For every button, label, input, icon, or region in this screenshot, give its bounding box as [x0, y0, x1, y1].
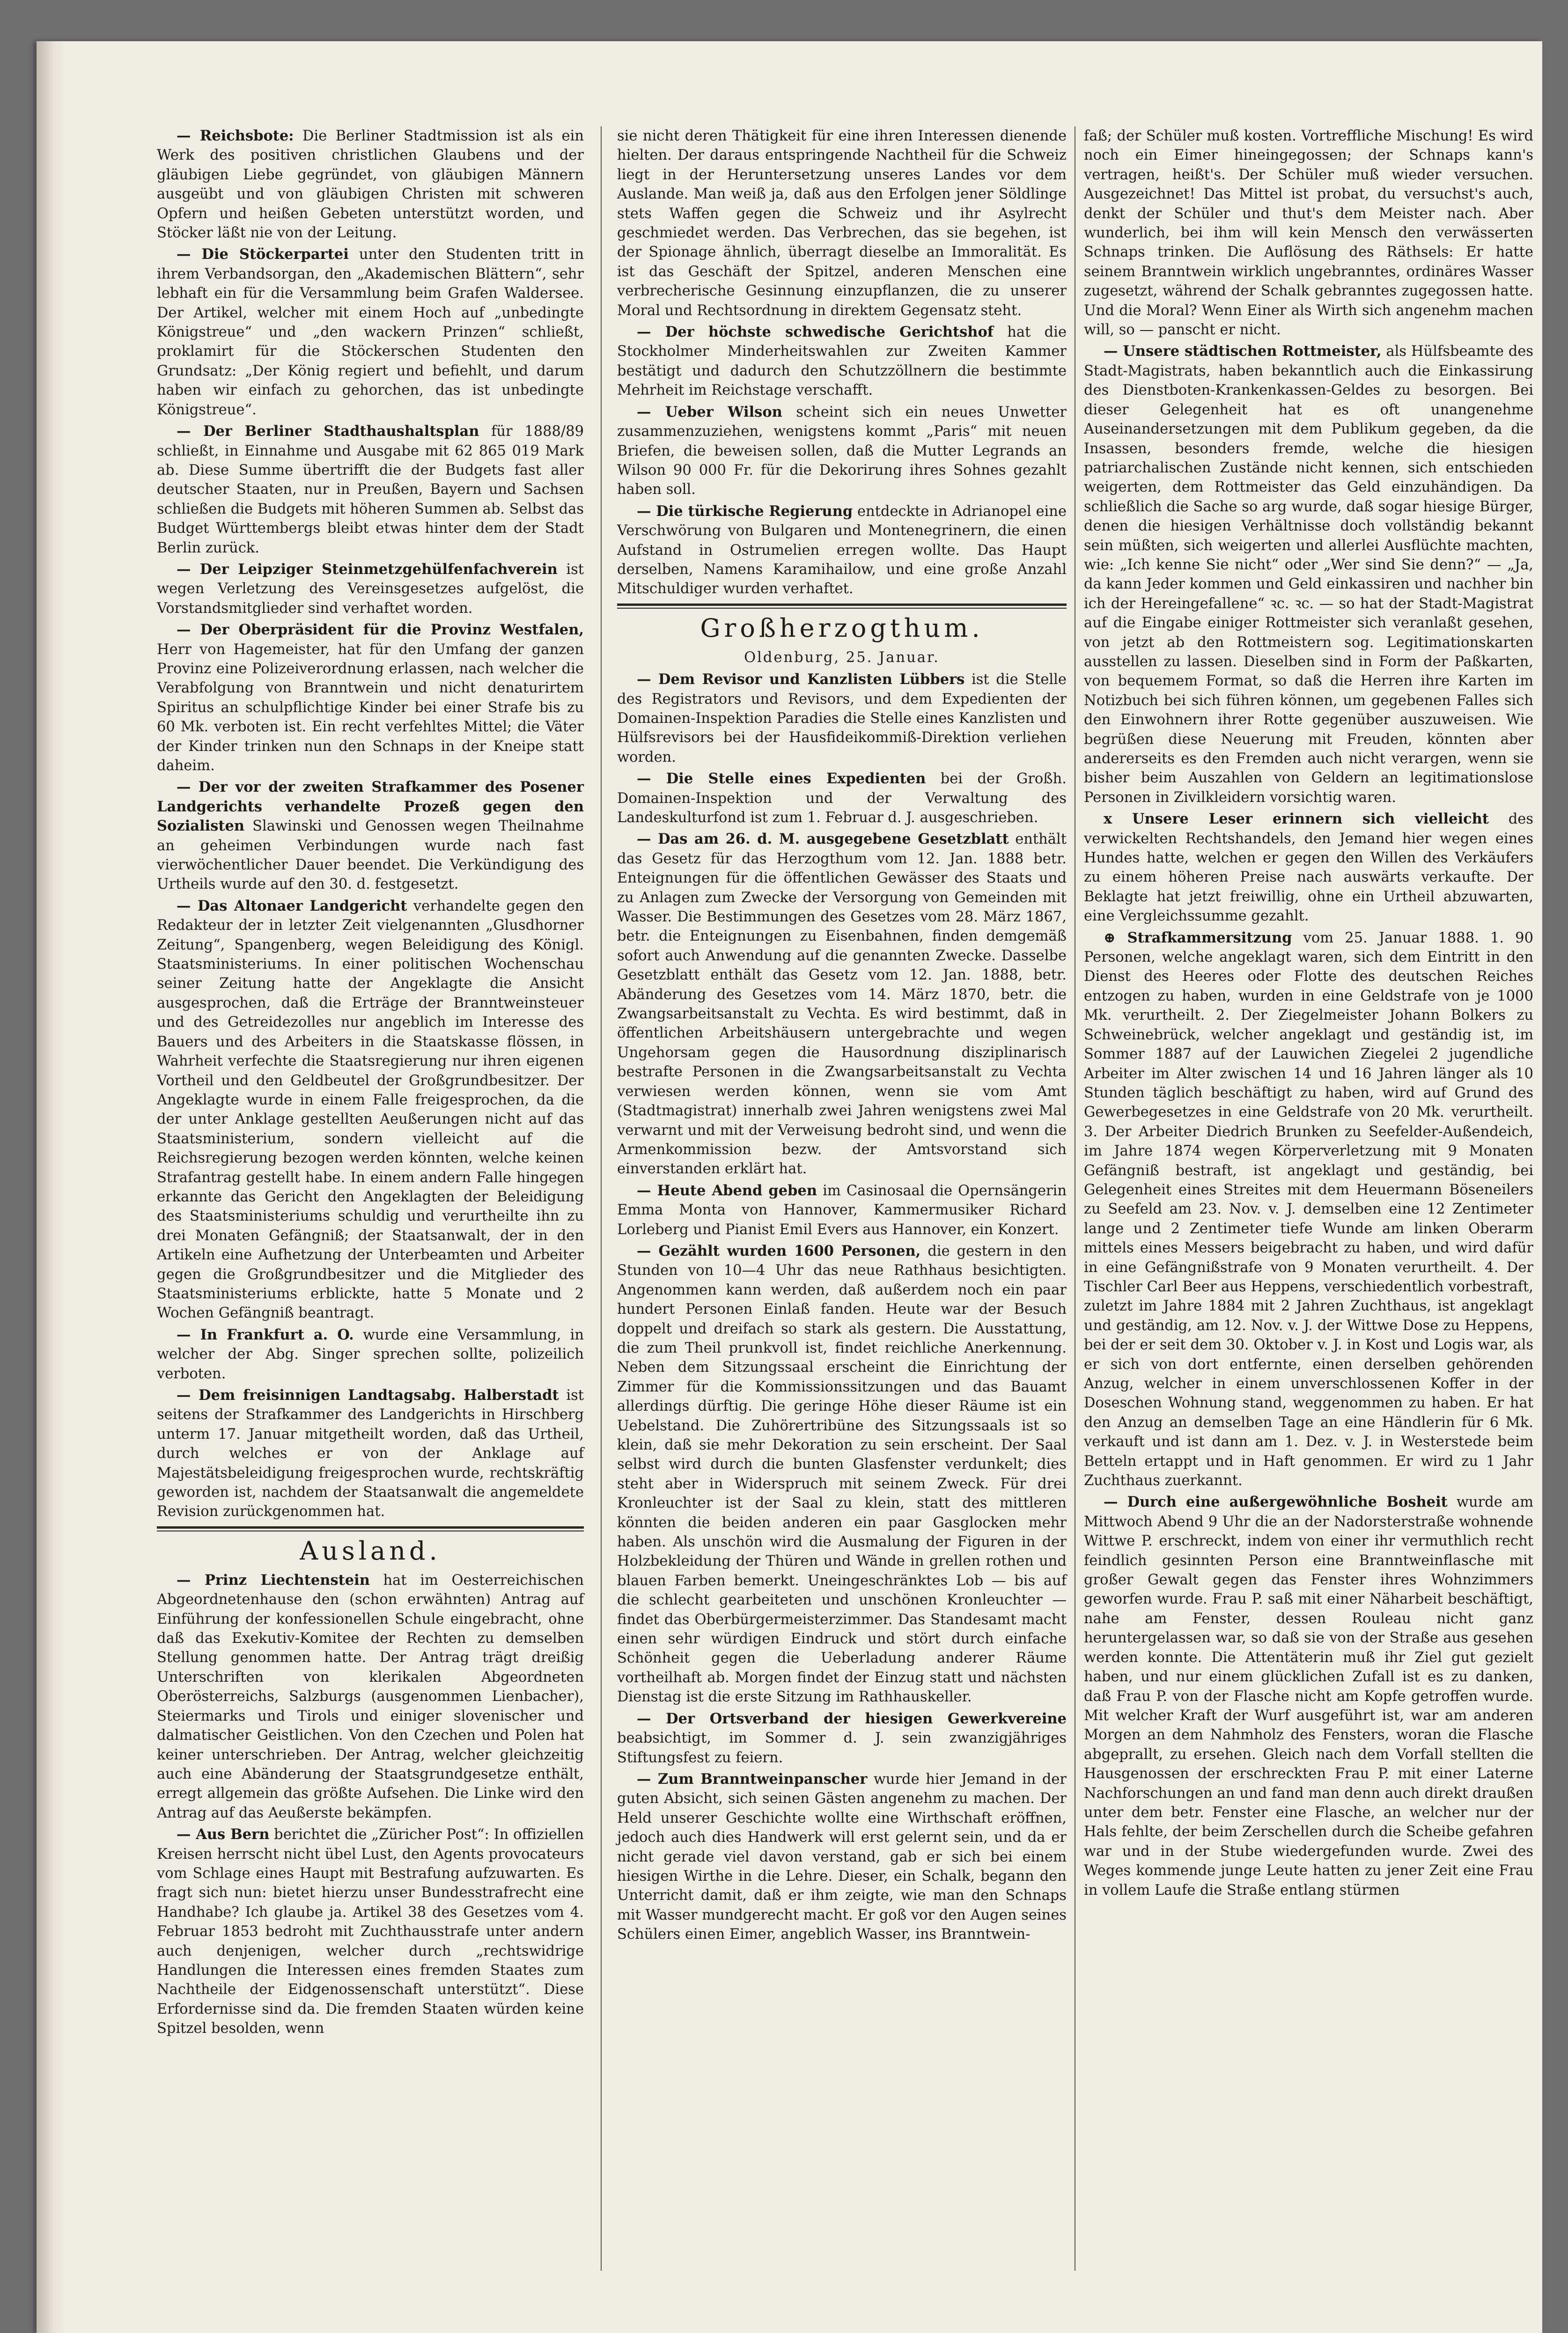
article-text: wurde am Mittwoch Abend 9 Uhr die an der Nadorsterstraße wohnende Wittwe P. erschreckt, indem von einer ihr vermuthlich recht feindlich gesinnten Person eine Branntweinflasche mit großer Gewalt gegen das Fenster ihres Wohnzimmers geworfen wurde. Frau P. saß mit einer Näharbeit beschäftigt, nahe am Fenster, dessen Rouleau nicht ganz heruntergelassen war, so daß sie von der Straße aus gesehen werden konnte. Die Attentäterin muß ihr Ziel gut gezielt haben, und nur einem glücklichen Zufall ist es zu danken, daß Frau P. von der Flasche nicht am Kopfe getroffen wurde. Mit welcher Kraft der Wurf ausgeführt ist, war am anderen Morgen an dem Nahmholz des Fensters, woran die Flasche abgeprallt, zu ersehen. Gleich nach dem Vorfall stellten die Hausgenossen der erschreckten Frau P. mit einer Laterne Nachforschungen an und fand man denn auch direkt draußen unter dem betr. Fenster eine Flasche, an welcher nur der Hals fehlte, der beim Zerschellen durch die Scheibe gefahren war und in der Stube wiedergefunden wurde. Zwei des Weges kommende junge Leute hatten zu jener Zeit eine Frau in vollem Laufe die Straße entlang stürmen — [1084, 1494, 1533, 1899]
article-text: Herr von Hagemeister, hat für den Umfang der ganzen Provinz eine Polizeiverordnung erlassen, nach welcher die Verabfolgung von Branntwein und nicht denaturirtem Spiritus an schulpflichtige Kinder bei einer Strafe bis zu 60 Mk. verboten ist. Ein recht verfehltes Mittel; die Väter der Kinder trinken nun den Schnaps in der Kneipe statt daheim. — [157, 641, 584, 774]
article — [617, 323, 1067, 400]
article-lead: ⊕ Strafkammersitzung — [1104, 929, 1292, 946]
article-lead: — Reichsbote: — [177, 127, 294, 144]
article-text: wurde eine Versammlung, in welcher der Abg. Singer sprechen sollte, polizeilich verboten. — [157, 1326, 584, 1382]
article — [157, 245, 584, 419]
article-text: faß; der Schüler muß kosten. Vortreffliche Mischung! Es wird noch ein Eimer hineingegossen; der Schnaps kann's vertragen, heißt's. Der Schüler muß wieder versuchen. Ausgezeichnet! Das Mittel ist probat, du versuchst's auch, denkt der Schüler und thut's dem Meister nach. Aber wunderlich, bei ihm will kein Mensch den verwässerten Schnaps trinken. Die Auflösung des Räthsels: Er hatte seinem Branntwein wirklich ungebranntes, ordinäres Wasser zugesetzt, während der Schalk gebranntes zugegossen hatte. Und die Moral? Wenn Einer als Wirth sich angenehm machen will, so — panscht er nicht. — [1084, 128, 1533, 339]
article-lead: — Der Berliner Stadthaushaltsplan — [177, 423, 479, 440]
article-text: die gestern in den Stunden von 10—4 Uhr das neue Rathhaus besichtigten. Angenommen kann werden, daß außerdem noch ein paar hundert Personen Einlaß fanden. Heute war der Besuch doppelt und dreifach so stark als gestern. Die Ausstattung, die zum Theil prunkvoll ist, findet reichliche Anerkennung. Neben dem Sitzungssaal erscheint die Einrichtung der Zimmer für die Kommissionssitzungen und das Bauamt allerdings dürftig. Die geringe Höhe dieser Räume ist ein Uebelstand. Die Zuhörertribüne des Sitzungssaals ist so klein, daß sie mehr Dekoration zu sein erscheint. Der Saal selbst wird durch die bunten Glasfenster verdunkelt; dies steht aber in Widerspruch mit seinem Zweck. Für drei Kronleuchter ist der Saal zu klein, statt des mittleren könnten die beiden anderen ein paar Gasglocken mehr haben. Als unschön wird die Ausmalung der Figuren in der Holzbekleidung der Thüren und Wände in grellen rothen und blauen Farben bemerkt. Uneingeschränktes Lob — bis auf die schlecht gearbeiteten und unschönen Kronleuchter — findet das Oberbürgermeisterzimmer. Das Standesamt macht einen sehr würdigen Eindruck und stört durch einfache Schönheit gegen die Ueberladung anderer Räume vortheilhaft ab. Morgen findet der Einzug statt und nächsten Dienstag ist die erste Sitzung im Rathhauskeller. — [617, 1243, 1067, 1706]
article — [617, 1242, 1067, 1707]
article-lead: — Das Altonaer Landgericht — [177, 897, 407, 914]
article — [1084, 810, 1533, 926]
article — [617, 126, 1067, 320]
page-spine-shadow — [37, 41, 65, 2333]
article — [617, 769, 1067, 827]
section-divider — [157, 1526, 584, 1529]
article — [617, 1181, 1067, 1239]
article-lead: — Zum Branntweinpanscher — [637, 1770, 868, 1788]
article-lead: — Prinz Liechtenstein — [177, 1571, 370, 1589]
article-lead: — Aus Bern — [177, 1826, 270, 1843]
article — [157, 1825, 584, 2038]
article-text: Slawinski und Genossen wegen Theilnahme an geheimen Verbindungen wurde nach fast vierwöchentlicher Dauer beendet. Die Verkündigung des Urtheils wurde auf den 30. d. festgesetzt. — [157, 818, 584, 893]
section-heading-grossherzogthum: Großherzogthum. — [700, 613, 984, 643]
column-2 — [617, 126, 1067, 1947]
article-lead: — Die Stelle eines Expedienten — [637, 770, 926, 787]
article-text: ist seitens der Strafkammer des Landgerichts in Hirschberg unterm 17. Januar mitgetheilt worden, daß das Urtheil, durch welches er von der Anklage auf Majestätsbeleidigung freigesprochen wurde, rechtskräftig geworden ist, nachdem der Staatsanwalt die angemeldete Revision zurückgenommen hat. — [157, 1387, 584, 1520]
article-lead: — Durch eine außergewöhnliche Bosheit — [1104, 1494, 1448, 1511]
article-text: bei der Großh. Domainen-Inspektion und der Verwaltung des Landeskulturfond ist zum 1. Februar d. J. ausgeschrieben. — [617, 771, 1067, 826]
column-3 — [1084, 126, 1533, 1902]
article-lead: — Der vor der zweiten Strafkammer des Posener Landgerichts verhandelte Prozeß gegen den Sozialisten — [157, 779, 584, 835]
article — [617, 502, 1067, 599]
article — [617, 670, 1067, 767]
article-text: für 1888/89 schließt, in Einnahme und Ausgabe mit 62 865 019 Mark ab. Diese Summe übertrifft die der Budgets fast aller deutscher Staaten, nur in Preußen, Bayern und Sachsen schließen die Budgets mit höheren Summen ab. Selbst das Budget Württembergs bleibt etwas hinter dem der Stadt Berlin zurück. — [157, 423, 584, 556]
article-lead: — Heute Abend geben — [637, 1182, 817, 1199]
section-divider — [617, 608, 1067, 609]
article — [617, 1709, 1067, 1767]
article-text: hat im Oesterreichischen Abgeordnetenhause den (schon erwähnten) Antrag auf Einführung der konfessionellen Schule eingebracht, ohne daß das Exekutiv-Komitee der Rechten zu demselben Stellung genommen hatte. Der Antrag trägt dreißig Unterschriften von klerikalen Abgeordneten Oberösterreichs, Salzburgs (ausgenommen Lienbacher), Steiermarks und Tirols und einiger slovenischer und dalmatischer Geistlichen. Von den Czechen und Polen hat keiner unterschrieben. Der Antrag, welcher gleichzeitig auch eine Abänderung der Staatsgrundgesetze enthält, erregt allgemein das größte Aufsehen. Die Linke wird den Antrag auf das Aeußerste bekämpfen. — [157, 1572, 584, 1821]
article-text: sie nicht deren Thätigkeit für eine ihren Interessen dienende hielten. Der daraus entspringende Nachtheil für die Schweiz liegt in der Heruntersetzung unseres Landes vor dem Auslande. Man weiß ja, daß aus den Erfolgen jener Söldlinge stets Waffen gegen die Schweiz und ihr Asylrecht geschmiedet werden. Das Verbrechen, das sie begehen, ist der Spionage ähnlich, überragt dieselbe an Immoralität. Es ist das Geschäft der Spitzel, anderen Menschen eine verbrecherische Gesinnung einzupflanzen, die zu unserer Moral und Rechtsordnung in direktem Gegensatz steht. — [617, 128, 1067, 319]
section-heading-ausland: Ausland. — [300, 1536, 441, 1566]
article-lead: — Ueber Wilson — [637, 403, 782, 420]
article — [617, 1770, 1067, 1944]
article-text: ist wegen Verletzung des Vereinsgesetzes aufgelöst, die Vorstandsmitglieder sind verhaftet worden. — [157, 561, 584, 617]
article-text: verhandelte gegen den Redakteur der in letzter Zeit vielgenannten „Glusdhorner Zeitung“, Spangenberg, wegen Beleidigung des Königl. Staatsministeriums. In einer politischen Wochenschau seiner Zeitung hatte der Angeklagte die Ansicht ausgesprochen, daß die Erträge der Branntweinsteuer und des Getreidezolles nur angeblich im Interesse des Bauers und des Arbeiters in die Staatskasse flössen, in Wahrheit verfechte die Staatsregierung nur ihren eigenen Vortheil und den Geldbeutel der Großgrundbesitzer. Der Angeklagte wurde in einem Falle freigesprochen, da die der unter Anklage gestellten Aeußerungen nicht auf das Staatsministerium, sondern vielleicht auf die Reichsregierung bezogen werden könnten, welche keinen Strafantrag gestellt habe. In einem andern Falle hingegen erkannte das Gericht den Angeklagten der Beleidigung des Staatsministeriums schuldig und verurtheilte ihn zu drei Monaten Gefängniß; der Staatsanwalt, der in den Artikeln eine Aufhetzung der Unterbeamten und Arbeiter gegen die Großgrundbesitzer und die Mitglieder des Staatsministeriums erblickte, hatte 5 Monate und 2 Wochen Gefängniß beantragt. — [157, 898, 584, 1322]
article — [157, 126, 584, 243]
article-lead: — Der Oberpräsident für die Provinz Westfalen, — [177, 621, 584, 639]
article — [617, 403, 1067, 500]
article-text: ist die Stelle des Registrators und Revisors, und dem Expedienten der Domainen-Inspektion Paradies die Stelle eines Kanzlisten und Hülfsrevisors bei der Hausfideikommiß-Direktion verliehen worden. — [617, 671, 1067, 765]
article — [157, 1325, 584, 1384]
section-divider — [617, 603, 1067, 606]
article-text: als Hülfsbeamte des Stadt-Magistrats, haben bekanntlich auch die Einkassirung des Dienstboten-Krankenkassen-Geldes zu besorgen. Bei dieser Gelegenheit hat es oft unangenehme Auseinandersetzungen mit dem Publikum gegeben, da die Insassen, besonders fremde, welche die hiesigen patriarchalischen Zustände nicht kennen, sich entschieden weigerten, dem Rottmeister das Geld einzuhändigen. Da schließlich die Sache so arg wurde, daß sogar hiesige Bürger, denen die hiesigen Verhältnisse doch vollständig bekannt sein müßten, sich weigerten und allerlei Ausflüchte machten, wie: „Ich kenne Sie nicht“ oder „Wer sind Sie denn?“ — „Ja, da kann Jeder kommen und Geld einkassiren und nachher bin ich der Hereingefallene“ ꝛc. ꝛc. — so hat der Stadt-Magistrat auf die Eingabe einiger Rottmeister sich veranlaßt gesehen, von jetzt ab den Rottmeistern sog. Legitimationskarten ausstellen zu lassen. Dieselben sind in Form der Paßkarten, von bequemem Format, so daß die Herren ihre Karten im Notizbuch bei sich führen können, um gegebenen Falles sich den Einwohnern ihrer Rotte gegenüber auszuweisen. Wie begrüßen diese Neuerung mit Freuden, könnten aber andererseits es den Fremden auch nicht verargen, wenn sie bisher beim Auszahlen von Geldern an legitimationslose Personen in Zivilkleidern vorsichtig waren. — [1084, 343, 1533, 806]
article-lead: — Unsere städtischen Rottmeister, — [1104, 343, 1382, 360]
article-text: hat die Stockholmer Minderheitswahlen zur Zweiten Kammer bestätigt und dadurch den Schutzzöllnern die bestimmte Mehrheit im Reichstage verschafft. — [617, 324, 1067, 399]
article-text: vom 25. Januar 1888. 1. 90 Personen, welche angeklagt waren, sich dem Eintritt in den Dienst des Heeres oder Flotte des deutschen Reiches entzogen zu haben, wurden in eine Geldstrafe von je 1000 Mk. verurtheilt. 2. Der Ziegelmeister Johann Bolkers zu Schweinebrück, welcher angeklagt und geständig ist, im Sommer 1887 auf der Lauwichen Ziegelei 2 jugendliche Arbeiter im Alter zwischen 14 und 16 Jahren länger als 10 Stunden täglich beschäftigt zu haben, wird auf Grund des Gewerbegesetzes in eine Geldstrafe von 20 Mk. verurtheilt. 3. Der Arbeiter Diedrich Brunken zu Seefelder-Außendeich, im Jahre 1874 wegen Körperverletzung mit 9 Monaten Gefängniß bestraft, ist angeklagt und geständig, bei Gelegenheit eines Streites mit dem Heuermann Böseneilers zu Seefeld am 23. Nov. v. J. demselben eine 12 Zentimeter lange und 2 Zentimeter tiefe Wunde am linken Oberarm mittels eines Messers beigebracht zu haben, und wird dafür in eine Gefängnißstrafe von 9 Monaten verurtheilt. 4. Der Tischler Carl Beer aus Heppens, verschiedentlich vorbestraft, zuletzt im Jahre 1884 mit 2 Jahren Zuchthaus, ist angeklagt und geständig, am 12. Nov. v. J. der Wittwe Dose zu Heppens, bei der er seit dem 30. Oktober v. J. in Kost und Logis war, als er sich von dort entfernte, einen derselben gehörenden Anzug, welcher in einem unverschlossenen Koffer in der Doseschen Wohnung stand, weggenommen zu haben. Er hat den Anzug an demselben Tage an eine Händlerin für 6 Mk. verkauft und ist dann am 1. Dez. v. J. in Westerstede beim Betteln ertappt und in Haft genommen. Er wird zu 1 Jahr Zuchthaus zuerkannt. — [1084, 929, 1533, 1489]
article-text: unter den Studenten tritt in ihrem Verbandsorgan, den „Akademischen Blättern“, sehr lebhaft ein für die Versammlung beim Grafen Waldersee. Der Artikel, welcher mit einem Hoch auf „unbedingte Königstreue“ und „den wackern Prinzen“ schließt, proklamirt für die Stöckerschen Studenten den Grundsatz: „Der König regiert und befiehlt, und darum haben wir einfach zu gehorchen, das ist unbedingte Königstreue“. — [157, 246, 584, 418]
article-text: entdeckte in Adrianopel eine Verschwörung von Bulgaren und Montenegrinern, die einen Aufstand in Ostrumelien erregen wollte. Das Haupt derselben, Namens Karamihailow, und eine große Anzahl Mitschuldiger wurden verhaftet. — [617, 503, 1067, 597]
article-lead: — Die türkische Regierung — [637, 502, 853, 520]
article-lead: — Der höchste schwedische Gerichtshof — [637, 324, 994, 341]
article-text: berichtet die „Züricher Post“: In offiziellen Kreisen herrscht nicht übel Lust, den Agents provocateurs vom Schlage eines Haupt mit Bestrafung aufzuwarten. Es fragt sich nun: bietet hierzu unser Bundesstrafrecht eine Handhabe? Ich glaube ja. Artikel 38 des Gesetzes vom 4. Februar 1853 bedroht mit Zuchthausstrafe unter andern auch denjenigen, welcher durch „rechtswidrige Handlungen die Interessen eines fremden Staates zum Nachtheile der Eidgenossenschaft unterstützt“. Diese Erfordernisse sind da. Die fremden Staaten würden keine Spitzel besolden, wenn — [157, 1826, 584, 2037]
article — [1084, 928, 1533, 1491]
article-text: des verwickelten Rechtshandels, den Jemand hier wegen eines Hundes hatte, welchen er gegen den Willen des Verkäufers zu einem höheren Preise nach auswärts verkaufte. Der Beklagte hat jetzt freiwillig, ohne ein Urtheil abzuwarten, eine Vergleichssumme gezahlt. — [1084, 811, 1534, 925]
article-lead: — Der Leipziger Steinmetzgehülfenfachverein — [177, 560, 558, 578]
article — [1084, 1493, 1533, 1900]
article — [1084, 342, 1533, 807]
article — [157, 620, 584, 775]
article-lead: — In Frankfurt a. O. — [177, 1326, 354, 1343]
article-lead: — Dem Revisor und Kanzlisten Lübbers — [637, 671, 965, 688]
article — [617, 830, 1067, 1178]
column-1 — [157, 126, 584, 2041]
article — [157, 560, 584, 618]
article — [157, 1386, 584, 1522]
article — [1084, 126, 1533, 339]
article-lead: — Das am 26. d. M. ausgegebene Gesetzblatt — [637, 831, 1009, 848]
article — [157, 897, 584, 1323]
article-lead: — Die Stöckerpartei — [177, 246, 349, 263]
article-text: beabsichtigt, im Sommer d. J. sein zwanzigjähriges Stiftungsfest zu feiern. — [617, 1730, 1067, 1766]
article-text: enthält das Gesetz für das Herzogthum vom 12. Jan. 1888 betr. Enteignungen für die öffentlichen Gewässer des Staats und zu Anlagen zum Zwecke der Versorgung von Gemeinden mit Wasser. Die Bestimmungen des Gesetzes vom 28. März 1867, betr. die Enteignungen zu Eisenbahnen, finden demgemäß sofort auch Anwendung auf die genannten Zwecke. Dasselbe Gesetzblatt enthält das Gesetz vom 12. Jan. 1888, betr. Abänderung des Gesetzes vom 14. März 1870, betr. die Zwangsarbeitsanstalt zu Vechta. Es wird bestimmt, daß in öffentlichen Arbeitshäusern untergebrachte und wegen Ungehorsam gegen die Hausordnung disziplinarisch bestrafte Personen in die Zwangsarbeitsanstalt zu Vechta verwiesen werden können, wenn sie vom Amt (Stadtmagistrat) innerhalb zwei Jahren wenigstens zwei Mal verwarnt und mit der Verweisung bedroht sind, und wenn die Armenkommission bezw. der Amtsvorstand sich einverstanden erklärt hat. — [617, 831, 1067, 1178]
article-lead: x Unsere Leser erinnern sich vielleicht — [1104, 810, 1489, 828]
article-text: Die Berliner Stadtmission ist als ein Werk des positiven christlichen Glaubens und der gläubigen Liebe gegründet, von gläubigen Männern ausgeübt und von gläubigen Christen mit schweren Opfern und heißen Gebeten unterstützt worden, und Stöcker läßt nie von der Leitung. — [157, 128, 584, 242]
article-lead: — Gezählt wurden 1600 Personen, — [637, 1242, 921, 1259]
dateline: Oldenburg, 25. Januar. — [744, 649, 940, 666]
column-rule — [601, 126, 602, 2271]
article — [157, 422, 584, 558]
article-text: im Casinosaal die Opernsängerin Emma Monta von Hannover, Kammermusiker Richard Lorleberg und Pianist Emil Evers aus Hannover, ein Konzert. — [617, 1182, 1067, 1238]
article — [157, 778, 584, 894]
article-text: scheint sich ein neues Unwetter zusammenzuziehen, wenigstens kommt „Paris“ mit neuen Briefen, die beweisen sollen, daß die Mutter Legrands an Wilson 90 000 Fr. für die Dekorirung ihres Sohnes gezahlt haben soll. — [617, 404, 1067, 498]
article-lead: — Der Ortsverband der hiesigen Gewerkvereine — [637, 1710, 1067, 1727]
article — [157, 1571, 584, 1823]
article-lead: — Dem freisinnigen Landtagsabg. Halberstadt — [177, 1387, 559, 1404]
article-text: wurde hier Jemand in der guten Absicht, sich seinen Gästen angenehm zu machen. Der Held unserer Geschichte wollte eine Wirthschaft eröffnen, jedoch auch dies Handwerk will erst gelernt sein, und da er nicht gerade viel davon verstand, gab er sich bei einem hiesigen Wirthe in die Lehre. Dieser, ein Schalk, begann den Unterricht damit, daß er ihm zeigte, wie man den Schnaps mit Wasser mundgerecht macht. Er goß vor den Augen seines Schülers einen Eimer, angeblich Wasser, ins Branntwein- — [617, 1771, 1067, 1943]
